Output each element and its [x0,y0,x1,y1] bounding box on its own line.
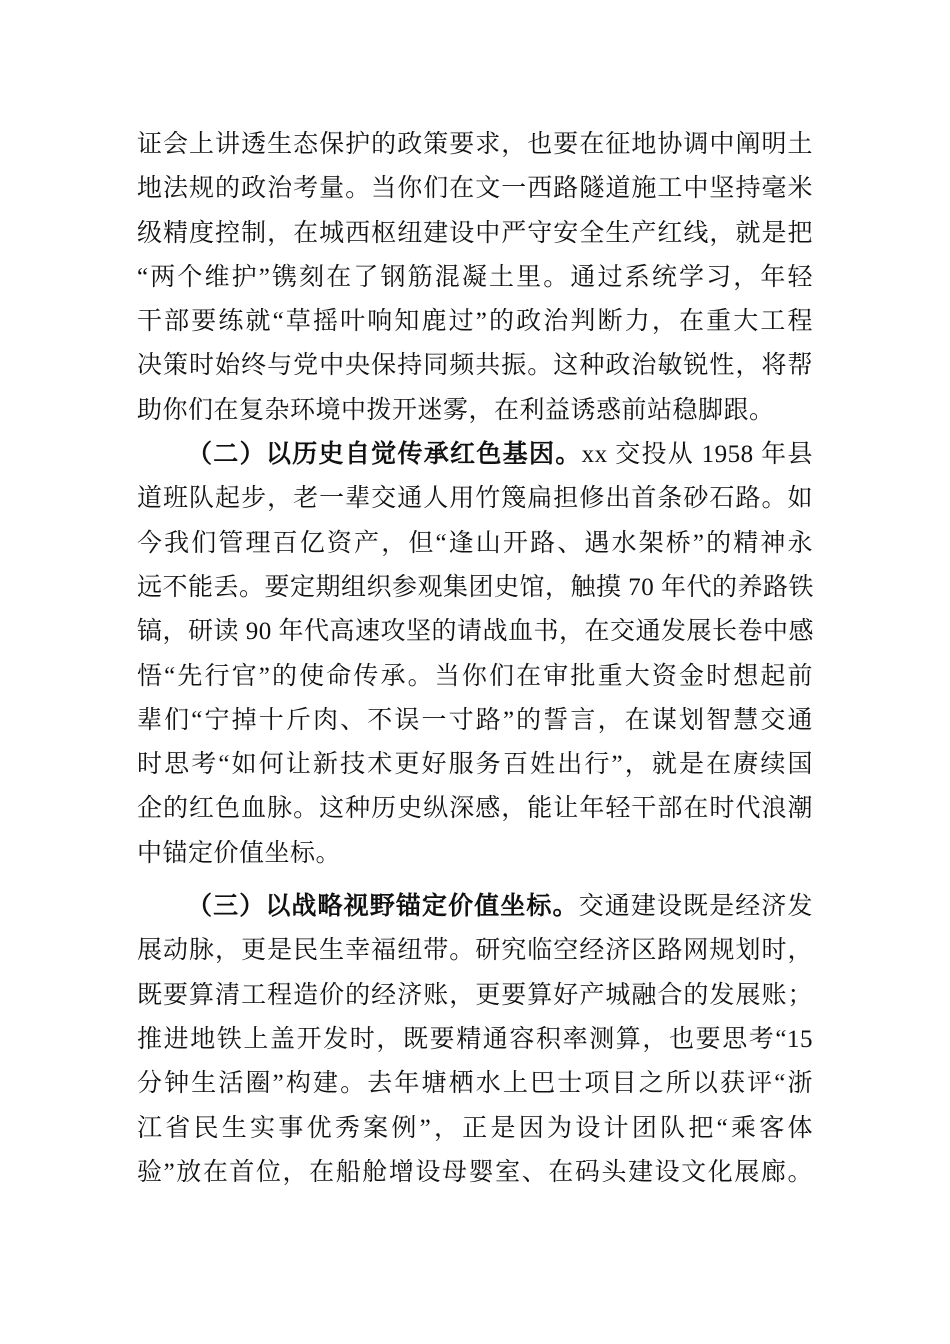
text-line: 验”放在首位，在船舱增设母婴室、在码头建设文化展廊。 [137,1158,813,1186]
text-line [137,433,813,477]
text-line: 企的红色血脉。这种历史纵深感，能让年轻干部在时代浪潮 [137,795,813,823]
text-line: 级精度控制，在城西枢纽建设中严守安全生产红线，就是把 [137,219,813,247]
paragraph-political-awareness [137,123,813,433]
text-line: 今我们管理百亿资产，但“逢山开路、遇水架桥”的精神永 [137,529,813,557]
text-line [137,885,813,929]
text-line: 助你们在复杂环境中拨开迷雾，在利益诱惑前站稳脚跟。 [137,396,775,424]
text-line: 决策时始终与党中央保持同频共振。这种政治敏锐性，将帮 [137,352,813,380]
text-line: 既要算清工程造价的经济账，更要算好产城融合的发展账； [137,981,813,1009]
text-line: 分钟生活圈”构建。去年塘栖水上巴士项目之所以获评“浙 [137,1070,813,1098]
section-heading: （三）以战略视野锚定价值坐标。 [187,893,579,921]
text-line: 辈们“宁掉十斤肉、不误一寸路”的誓言，在谋划智慧交通 [137,706,813,734]
text-line: 时思考“如何让新技术更好服务百姓出行”，就是在赓续国 [137,751,813,779]
paragraph-strategic-vision [137,885,813,1195]
text-run: 交通建设既是经济发 [578,893,813,921]
text-line: 干部要练就“草摇叶响知鹿过”的政治判断力，在重大工程 [137,308,813,336]
text-line: 远不能丢。要定期组织参观集团史馆，触摸 70 年代的养路铁 [137,573,815,601]
text-line: 镐，研读 90 年代高速攻坚的请战血书，在交通发展长卷中感 [137,618,815,646]
text-line: “两个维护”镌刻在了钢筋混凝土里。通过系统学习，年轻 [137,263,813,291]
text-line: 证会上讲透生态保护的政策要求，也要在征地协调中阐明土 [137,131,813,158]
text-line: 展动脉，更是民生幸福纽带。研究临空经济区路网规划时， [137,937,813,965]
text-run: xx 交投从 1958 年县 [581,441,813,469]
document-body [137,123,813,1195]
text-line: 推进地铁上盖开发时，既要精通容积率测算，也要思考“15 [137,1025,813,1053]
text-line: 悟“先行官”的使命传承。当你们在审批重大资金时想起前 [137,662,813,690]
text-line: 地法规的政治考量。当你们在文一西路隧道施工中坚持毫米 [137,175,813,203]
text-line: 道班队起步，老一辈交通人用竹篾扁担修出首条砂石路。如 [137,485,813,513]
section-heading: （二）以历史自觉传承红色基因。 [187,441,582,469]
paragraph-red-gene [137,433,813,876]
text-line: 江省民生实事优秀案例”，正是因为设计团队把“乘客体 [137,1114,813,1142]
text-line: 中锚定价值坐标。 [137,839,342,867]
